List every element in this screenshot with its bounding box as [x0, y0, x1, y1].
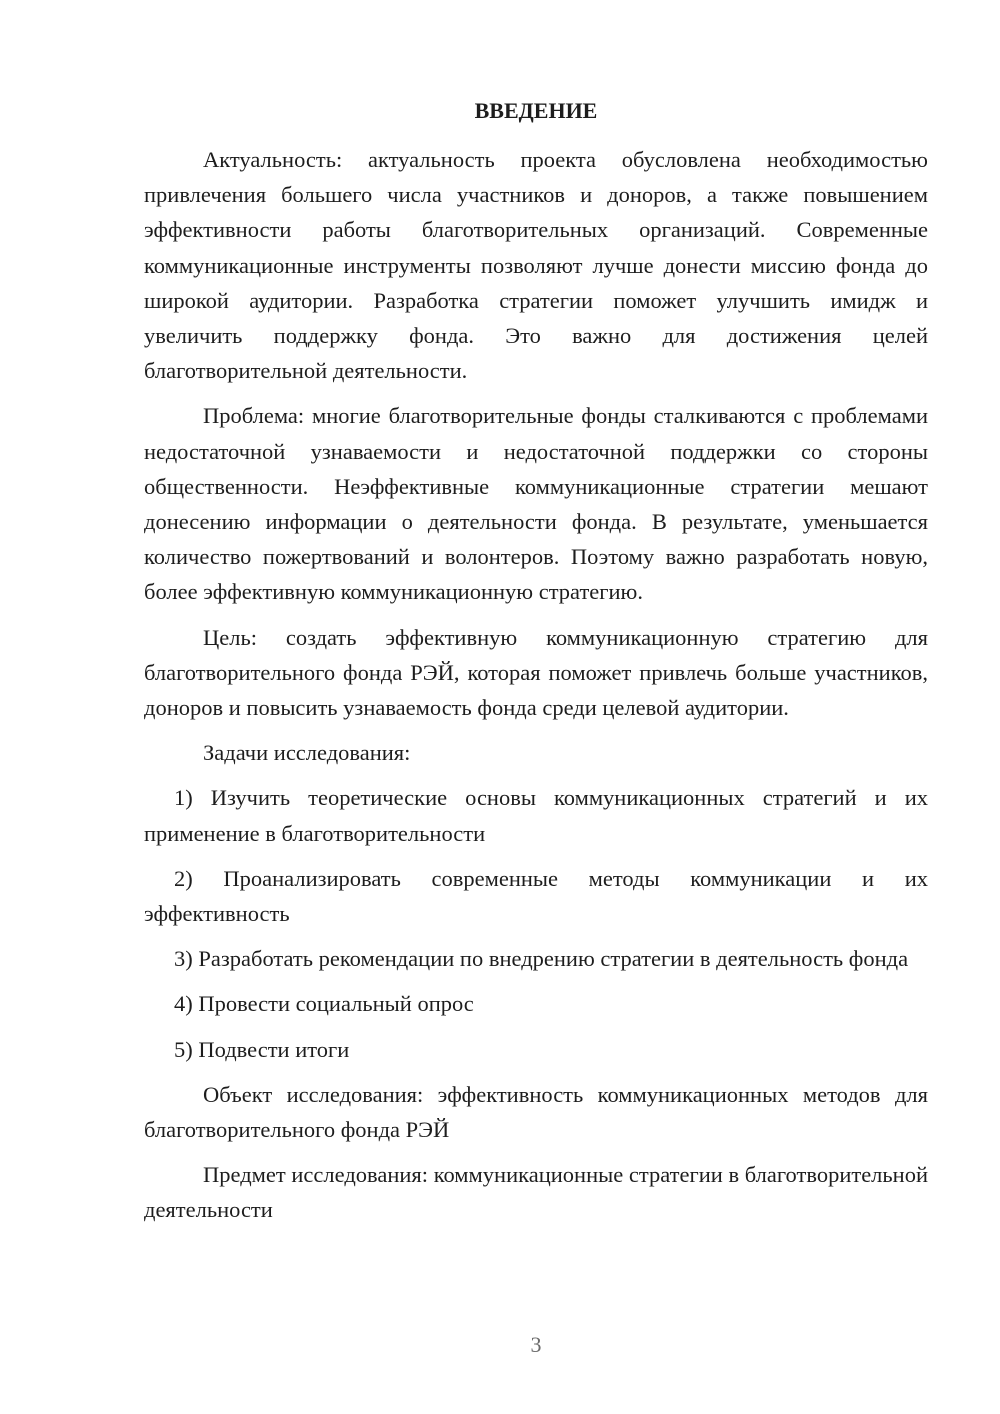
document-page [144, 96, 928, 1238]
section-title: ВВЕДЕНИЕ [474, 98, 598, 123]
task-item-1: 1) Изучить теоретические основы коммуникационных стратегий и их применение в благотворительности [144, 785, 928, 846]
task-item-2: 2) Проанализировать современные методы коммуникации и их эффективность [144, 865, 928, 927]
task-item-3: 3) Разработать рекомендации по внедрению стратегии в деятельность фонда [174, 946, 909, 972]
problem-paragraph: Проблема: многие благотворительные фонды сталкиваются с проблемами недостаточной узнаваемости и недостаточной поддержки со стороны общественности. Неэффективные коммуникационные стратегии мешают донесению информации о деятельности фонда. В результате, уменьшается количество пожертвований и волонтеров. Поэтому важно разработать новую, более эффективную коммуникационную стратегию. [144, 403, 928, 605]
subject-paragraph: Предмет исследования: коммуникационные стратегии в благотворительной деятельности [144, 1162, 928, 1223]
task-item-4: 4) Провести социальный опрос [174, 991, 474, 1017]
tasks-heading: Задачи исследования: [203, 740, 411, 766]
page-number: 3 [530, 1332, 542, 1357]
goal-paragraph: Цель: создать эффективную коммуникационную стратегию для благотворительного фонда РЭЙ, которая поможет привлечь больше участников, доноров и повысить узнаваемость фонда среди целевой аудитории. [144, 624, 928, 721]
object-paragraph: Объект исследования: эффективность коммуникационных методов для благотворительного фонда РЭЙ [144, 1081, 928, 1143]
task-item-5: 5) Подвести итоги [174, 1036, 350, 1062]
relevance-paragraph: Актуальность: актуальность проекта обусловлена необходимостью привлечения большего числа участников и доноров, а также повышением эффективности работы благотворительных организаций. Современные коммуникационные инструменты позволяют лучше донести миссию фонда до широкой аудитории. Разработка стратегии поможет улучшить имидж и увеличить поддержку фонда. Это важно для достижения целей благотворительной деятельности. [144, 147, 928, 384]
